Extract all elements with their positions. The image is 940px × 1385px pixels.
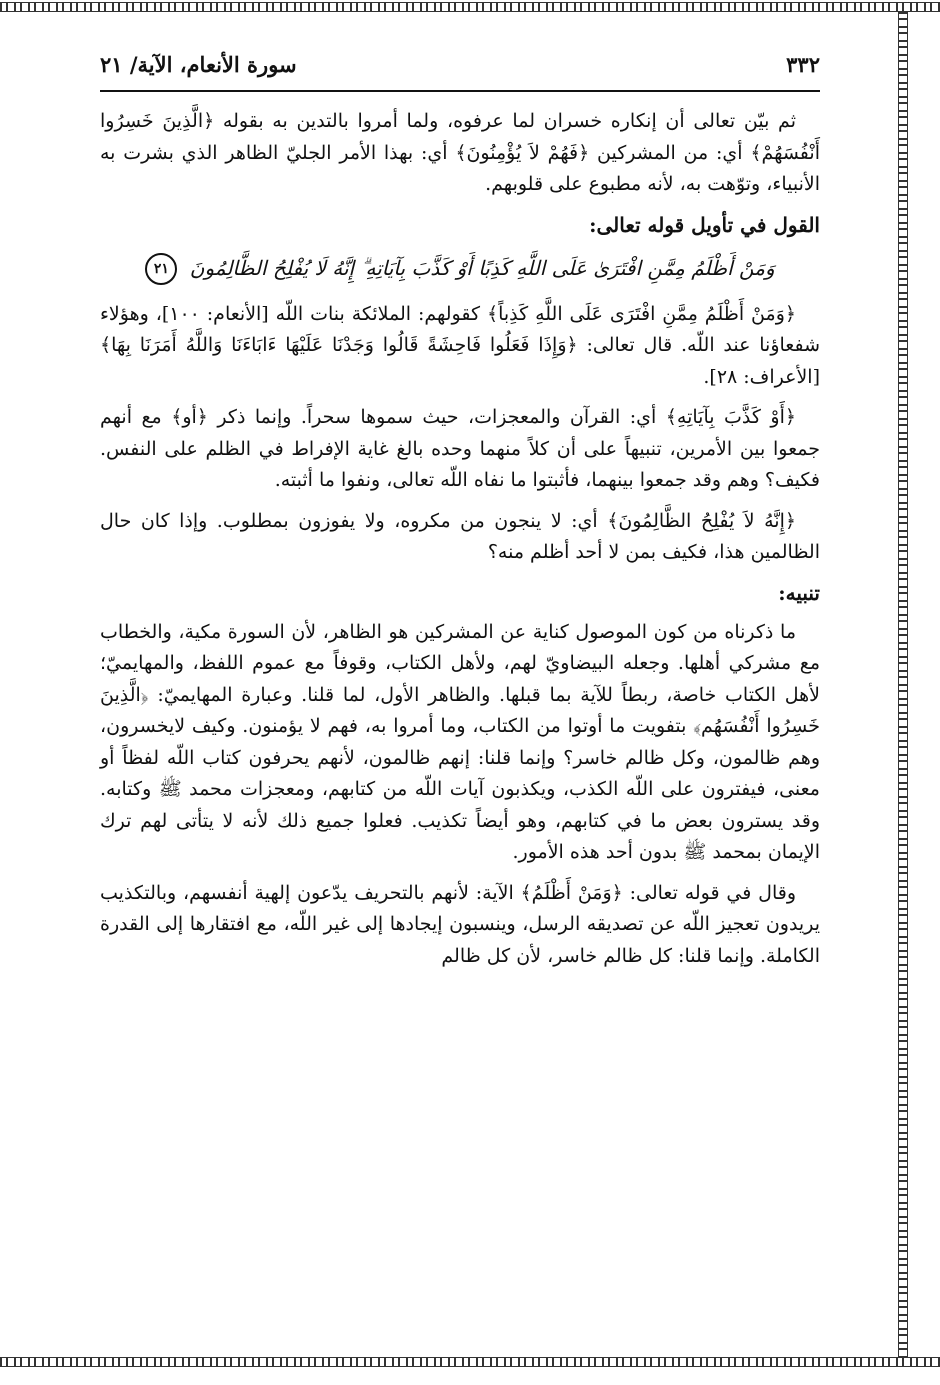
decorative-border-right [898, 12, 908, 1357]
verse-text: وَمَنْ أَظْلَمُ مِمَّنِ افْتَرَىٰ عَلَى اللَّهِ كَذِبًا أَوْ كَذَّبَ بِآيَاتِهِ ۗ إِنَّهُ لَا يُفْلِحُ الظَّالِمُونَ [189, 255, 775, 280]
page-body [100, 106, 820, 972]
section-heading-tafsir: القول في تأويل قوله تعالى: [589, 212, 820, 237]
paragraph-3: ﴿أَوْ كَذَّبَ بِآيَاتِهِ﴾ أي: القرآن والمعجزات، حيث سموها سحراً. وإنما ذكر ﴿أو﴾ مع أنهم جمعوا بين الأمرين، تنبيهاً على أن كلاً منهما وحده بالغ غاية الإفراط في الظلم على النفس. فكيف؟ وهم وقد جمعوا بينهما، فأثبتوا ما نفاه اللّه تعالى، ونفوا ما أثبته. [100, 406, 820, 491]
paragraph-2: ﴿وَمَنْ أَظْلَمُ مِمَّنِ افْتَرَى عَلَى اللَّهِ كَذِباً﴾ كقولهم: الملائكة بنات اللّه [الأنعام: ١٠٠]، وهؤلاء شفعاؤنا عند اللّه. قال تعالى: ﴿وَإِذَا فَعَلُوا فَاحِشَةً قَالُوا وَجَدْنَا عَلَيْهَا ءَابَاءَنَا وَاللَّهُ أَمَرَنَا بِهَا﴾ [الأعراف: ٢٨]. [100, 302, 820, 388]
decorative-border-bottom [0, 1357, 940, 1367]
page-number: ٣٣٢ [786, 52, 820, 77]
running-title: سورة الأنعام، الآية/ ٢١ [100, 52, 297, 77]
verse-number-icon: ٢١ [145, 253, 177, 285]
paragraph-1: ثم بيّن تعالى أن إنكاره خسران لما عرفوه، ولما أمروا بالتدين به بقوله ﴿الَّذِينَ خَسِرُوا أَنْفُسَهُمْ﴾ أي: من المشركين ﴿فَهُمْ لاَ يُؤْمِنُونَ﴾ أي: بهذا الأمر الجليّ الظاهر الذي بشرت به الأنبياء، وتوّهت به، لأنه مطبوع على قلوبهم. [100, 110, 820, 195]
paragraph-5: ما ذكرناه من كون الموصول كناية عن المشركين هو الظاهر، لأن السورة مكية، والخطاب مع مشركي أهلها. وجعله البيضاويّ لهم، ولأهل الكتاب، وقوفاً مع عموم اللفظ، والمهايميّ؛ لأهل الكتاب خاصة، ربطاً للآية بما قبلها. والظاهر الأول، لما قلنا. وعبارة المهايميّ: ﴿الَّذِينَ خَسِرُوا أَنْفُسَهُم﴾ بتفويت ما أوتوا من الكتاب، وما أمروا به، فهم لا يؤمنون. وكيف لايخسرون، وهم ظالمون، وكل ظالم خاسر؟ وإنما قلنا: إنهم ظالمون، لأنهم يحرفون كتاب اللّه لفظاً أو معنى، فيفترون على اللّه الكذب، ويكذبون آيات اللّه من كتابهم، ومعجزات محمد ﷺ وكتابه. وقد يسترون بعض ما في كتابهم، وهو أيضاً تكذيب. فعلوا جميع ذلك لأنه لا يتأتى لهم ترك الإيمان بمحمد ﷺ بدون أحد هذه الأمور. [100, 620, 820, 863]
decorative-border-top [0, 2, 940, 12]
paragraph-6: وقال في قوله تعالى: ﴿وَمَنْ أَظْلَمُ﴾ الآية: لأنهم بالتحريف يدّعون إلهية أنفسهم، وبالتكذيب يريدون تعجيز اللّه عن تصديقه الرسل، وينسبون إيجادها إلى غير اللّه، مع افتقارها إلى القدرة الكاملة. وإنما قلنا: كل ظالم خاسر، لأن كل ظالم [100, 881, 820, 967]
section-heading-note: تنبيه: [778, 580, 820, 605]
running-header [100, 52, 820, 92]
paragraph-4: ﴿إِنَّهُ لاَ يُفْلِحُ الظَّالِمُونَ﴾ أي: لا ينجون من مكروه، ولا يفوزون بمطلوب. وإذا كان حال الظالمين هذا، فكيف بمن لا أحد أظلم منه؟ [100, 509, 820, 563]
quran-verse [100, 249, 820, 287]
book-page [100, 52, 820, 1342]
